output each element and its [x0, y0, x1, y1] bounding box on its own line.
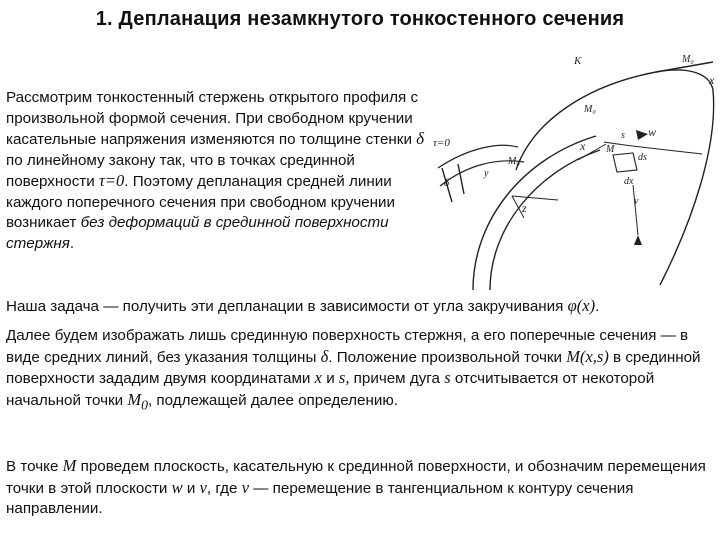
- disp-w: w: [171, 477, 183, 497]
- text: .: [69, 234, 75, 252]
- text: и: [321, 370, 339, 387]
- thickness-right: [458, 164, 464, 194]
- label-x-inner: x: [580, 139, 586, 153]
- label-m0-left: M₀: [508, 156, 520, 167]
- label-tau0: τ=0: [433, 137, 450, 149]
- point-m0: [127, 389, 148, 412]
- paragraph-intro: [6, 88, 426, 254]
- phi-x: φ(x): [567, 296, 596, 315]
- paragraph-task: [6, 296, 714, 318]
- disp-v: v: [241, 477, 250, 497]
- label-x-axis: x: [709, 73, 715, 87]
- m0-letter: M: [127, 389, 142, 409]
- right-edge: [660, 90, 714, 285]
- mid-line: [604, 142, 702, 154]
- text: Рассмотрим тонкостенный стержень открытого профиля с произвольной формой сечения. При свободном кручении касательные напряжения изменяются по толщине стенки: [6, 89, 419, 148]
- label-m0-mid: M₀: [584, 104, 596, 115]
- point-mxs: M(x,s): [566, 346, 609, 366]
- text: отсчитывается от некоторой начальной точки: [6, 370, 655, 409]
- text: причем дуга: [349, 370, 445, 387]
- label-ds: ds: [638, 152, 647, 163]
- label-s: s: [621, 130, 625, 141]
- x-axis-line: [512, 196, 558, 200]
- label-v: v: [634, 196, 639, 207]
- tau-zero: τ=0: [98, 171, 125, 190]
- text: . Поэтому депланация средней линии каждого поперечного сечения при свободном кручении возникает: [6, 173, 396, 231]
- coord-s: s,: [338, 368, 350, 387]
- label-delta: δ: [444, 177, 450, 189]
- label-k: K: [574, 55, 582, 67]
- thin-walled-bar-diagram: [428, 50, 720, 290]
- v-axis-line: [633, 185, 638, 235]
- label-y: y: [484, 168, 489, 179]
- label-m: M: [606, 144, 615, 155]
- m0-subscript: 0: [141, 396, 148, 412]
- text: и: [182, 479, 200, 497]
- delta-symbol: δ: [320, 346, 329, 366]
- label-z: z: [522, 201, 527, 215]
- page-title: 1. Депланация незамкнутого тонкостенного сечения: [95, 8, 625, 30]
- label-m0-top: M₀: [682, 54, 694, 65]
- italic-phrase: без деформаций в срединной поверхности стержня: [6, 214, 389, 252]
- point-m: M: [62, 456, 77, 475]
- text: . Положение произвольной точки: [328, 348, 567, 366]
- text: .: [595, 298, 600, 315]
- w-arrow-head: [636, 130, 648, 140]
- arc-s: s: [444, 368, 451, 387]
- label-dx: dx: [624, 176, 634, 187]
- text: Далее будем изображать лишь срединную поверхность стержня, а его поперечные сечения — в виде средних линий, без указания толщины: [6, 327, 689, 366]
- text: по линейному закону так, что в точках срединной поверхности: [6, 151, 355, 190]
- text: В точке: [6, 458, 63, 475]
- section-inner: [490, 150, 600, 290]
- text: в срединной поверхности зададим двумя координатами: [6, 348, 701, 387]
- paragraph-displacements: [6, 456, 714, 520]
- disp-v: v: [199, 477, 207, 497]
- label-w: w: [648, 125, 657, 139]
- text: проведем плоскость, касательную к срединной поверхности, и обозначим перемещения точки в этой плоскости: [6, 458, 706, 497]
- open-section-top: [438, 145, 518, 168]
- delta-symbol: δ: [416, 129, 425, 148]
- coord-x: x: [314, 368, 322, 387]
- paragraph-coordinates: [6, 326, 714, 415]
- text: Наша задача — получить эти депланации в зависимости от угла закручивания: [6, 298, 568, 315]
- text: , где: [206, 479, 242, 497]
- element-dx-ds: [613, 153, 637, 172]
- v-arrow-head: [634, 235, 642, 245]
- text: — перемещение в тангенциальном к контуру сечения направлении.: [6, 479, 634, 517]
- text: , подлежащей далее определению.: [147, 391, 398, 409]
